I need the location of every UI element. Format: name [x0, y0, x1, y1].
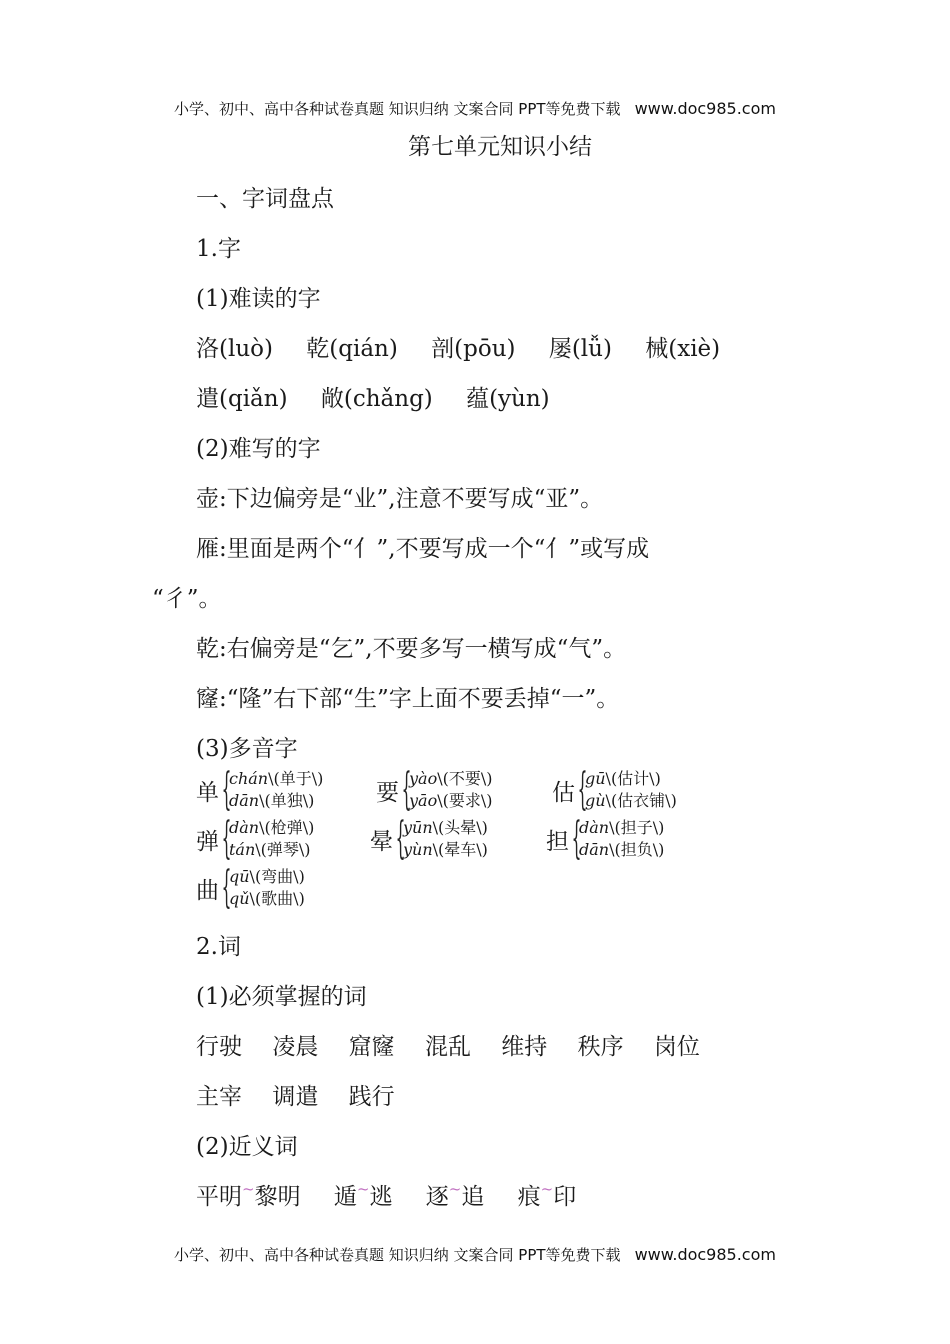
synonym-pair — [517, 1180, 577, 1210]
hard-read-char: 洛(luò) — [196, 336, 273, 362]
polyphone-char: 晕 — [370, 828, 393, 855]
reading — [229, 790, 323, 812]
example: \(估计\) — [605, 769, 661, 788]
polyphone-char: 估 — [552, 779, 575, 806]
footer-url[interactable]: www.doc985.com — [634, 1245, 776, 1264]
item-heading: (2)难写的字 — [196, 436, 321, 462]
vocab-word: 秩序 — [577, 1034, 624, 1060]
page-title: 第七单元知识小结 — [408, 134, 592, 160]
item-heading: (1)必须掌握的词 — [196, 984, 367, 1010]
subsection-heading: 2.词 — [196, 934, 241, 960]
pinyin: qū — [229, 867, 250, 886]
pinyin: dàn — [229, 818, 260, 837]
reading — [409, 790, 493, 812]
synonym-word: 黎明 — [254, 1184, 301, 1210]
pinyin: tán — [229, 840, 256, 859]
vocab-word: 调遣 — [272, 1084, 319, 1110]
pinyin: dān — [579, 840, 610, 859]
vocab-word: 岗位 — [653, 1034, 700, 1060]
subsection-heading: 1.字 — [196, 236, 241, 262]
brace: { — [401, 764, 412, 815]
brace: { — [221, 813, 232, 864]
synonym-pair — [333, 1180, 393, 1210]
reading — [579, 817, 664, 839]
page-header — [0, 98, 950, 119]
polyphone-char: 弹 — [196, 828, 219, 855]
item-heading: (1)难读的字 — [196, 286, 321, 312]
synonym-word: 遁 — [333, 1184, 357, 1210]
tilde-mark: ~ — [448, 1180, 462, 1198]
example: \(歌曲\) — [249, 889, 305, 908]
brace: { — [577, 764, 588, 815]
hard-read-char: 械(xiè) — [645, 336, 721, 362]
polyphone-entry — [546, 813, 665, 864]
reading — [403, 839, 488, 861]
synonym-word: 追 — [461, 1184, 485, 1210]
pinyin: yùn — [403, 840, 433, 859]
header-text: 小学、初中、高中各种试卷真题 知识归纳 文案合同 PPT等免费下载 — [174, 100, 621, 118]
brace: { — [571, 813, 582, 864]
synonym-word: 逃 — [369, 1184, 393, 1210]
hard-write-note: 壶:下边偏旁是“业”,注意不要写成“亚”。 — [196, 486, 604, 512]
header-url[interactable]: www.doc985.com — [634, 99, 776, 118]
polyphone-char: 担 — [546, 828, 569, 855]
synonym-word: 印 — [553, 1184, 577, 1210]
synonym-word: 逐 — [425, 1184, 449, 1210]
tilde-mark: ~ — [242, 1180, 255, 1198]
example: \(单独\) — [259, 791, 315, 810]
reading — [229, 768, 323, 790]
synonym-pair — [425, 1180, 485, 1210]
pinyin: dàn — [579, 818, 610, 837]
polyphone-char: 要 — [376, 779, 399, 806]
section-heading: 一、字词盘点 — [196, 186, 334, 212]
hard-read-char: 乾(qián) — [306, 336, 398, 362]
reading — [585, 790, 677, 812]
pinyin: yào — [409, 769, 438, 788]
reading — [403, 817, 488, 839]
example: \(弹琴\) — [255, 840, 311, 859]
reading — [229, 817, 314, 839]
words-row-2 — [196, 1078, 418, 1111]
polyphone-entry — [196, 813, 315, 864]
polyphone-entry — [552, 764, 677, 815]
words-row-1 — [196, 1028, 723, 1061]
hard-read-char: 屡(lǚ) — [548, 336, 612, 362]
footer-text: 小学、初中、高中各种试卷真题 知识归纳 文案合同 PPT等免费下载 — [174, 1246, 621, 1264]
reading — [229, 888, 305, 910]
hard-read-char: 遣(qiǎn) — [196, 386, 288, 412]
polyphone-entry — [196, 862, 305, 913]
pinyin: qǔ — [229, 889, 250, 908]
vocab-word: 行驶 — [196, 1034, 242, 1060]
reading — [579, 839, 664, 861]
brace: { — [221, 862, 232, 913]
polyphone-char: 曲 — [196, 877, 219, 904]
polyphone-char: 单 — [196, 779, 219, 806]
vocab-word: 主宰 — [196, 1084, 242, 1110]
example: \(单于\) — [268, 769, 324, 788]
example: \(枪弹\) — [259, 818, 315, 837]
hard-write-note: 雁:里面是两个“亻”,不要写成一个“亻”或写成 — [196, 536, 650, 562]
example: \(晕车\) — [432, 840, 488, 859]
polyphone-entry — [370, 813, 488, 864]
example: \(估衣铺\) — [605, 791, 677, 810]
tilde-mark: ~ — [356, 1180, 370, 1198]
hard-read-char: 敞(chǎng) — [320, 386, 433, 412]
example: \(头晕\) — [432, 818, 488, 837]
example: \(弯曲\) — [249, 867, 305, 886]
vocab-word: 凌晨 — [272, 1034, 319, 1060]
hard-read-row-1 — [196, 330, 746, 363]
reading — [229, 866, 305, 888]
vocab-word: 践行 — [348, 1084, 395, 1110]
polyphone-entry — [196, 764, 324, 815]
pinyin: gù — [585, 791, 606, 810]
example: \(不要\) — [437, 769, 493, 788]
pinyin: yāo — [409, 791, 438, 810]
vocab-word: 维持 — [501, 1034, 548, 1060]
reading — [409, 768, 493, 790]
item-heading: (2)近义词 — [196, 1134, 298, 1160]
example: \(担子\) — [609, 818, 665, 837]
hard-read-row-2 — [196, 380, 576, 413]
example: \(要求\) — [437, 791, 493, 810]
hard-read-char: 剖(pōu) — [431, 336, 516, 362]
hard-write-note: 乾:右偏旁是“乞”,不要多写一横写成“气”。 — [196, 636, 627, 662]
hard-write-note: 窿:“隆”右下部“生”字上面不要丢掉“一”。 — [196, 686, 620, 712]
synonym-pair — [196, 1180, 301, 1210]
pinyin: yūn — [403, 818, 433, 837]
hard-write-note: “彳”。 — [152, 586, 222, 612]
tilde-mark: ~ — [540, 1180, 554, 1198]
vocab-word: 混乱 — [424, 1034, 471, 1060]
example: \(担负\) — [609, 840, 665, 859]
synonym-word: 平明 — [196, 1184, 242, 1210]
page-footer — [0, 1244, 950, 1265]
synonym-word: 痕 — [517, 1184, 541, 1210]
hard-read-char: 蕴(yùn) — [466, 386, 550, 412]
synonyms-row — [196, 1178, 576, 1211]
brace: { — [221, 764, 232, 815]
vocab-word: 窟窿 — [348, 1034, 395, 1060]
pinyin: chán — [229, 769, 269, 788]
reading — [229, 839, 314, 861]
pinyin: dān — [229, 791, 260, 810]
item-heading: (3)多音字 — [196, 736, 298, 762]
reading — [585, 768, 677, 790]
polyphone-entry — [376, 764, 493, 815]
pinyin: gū — [585, 769, 606, 788]
brace: { — [395, 813, 406, 864]
